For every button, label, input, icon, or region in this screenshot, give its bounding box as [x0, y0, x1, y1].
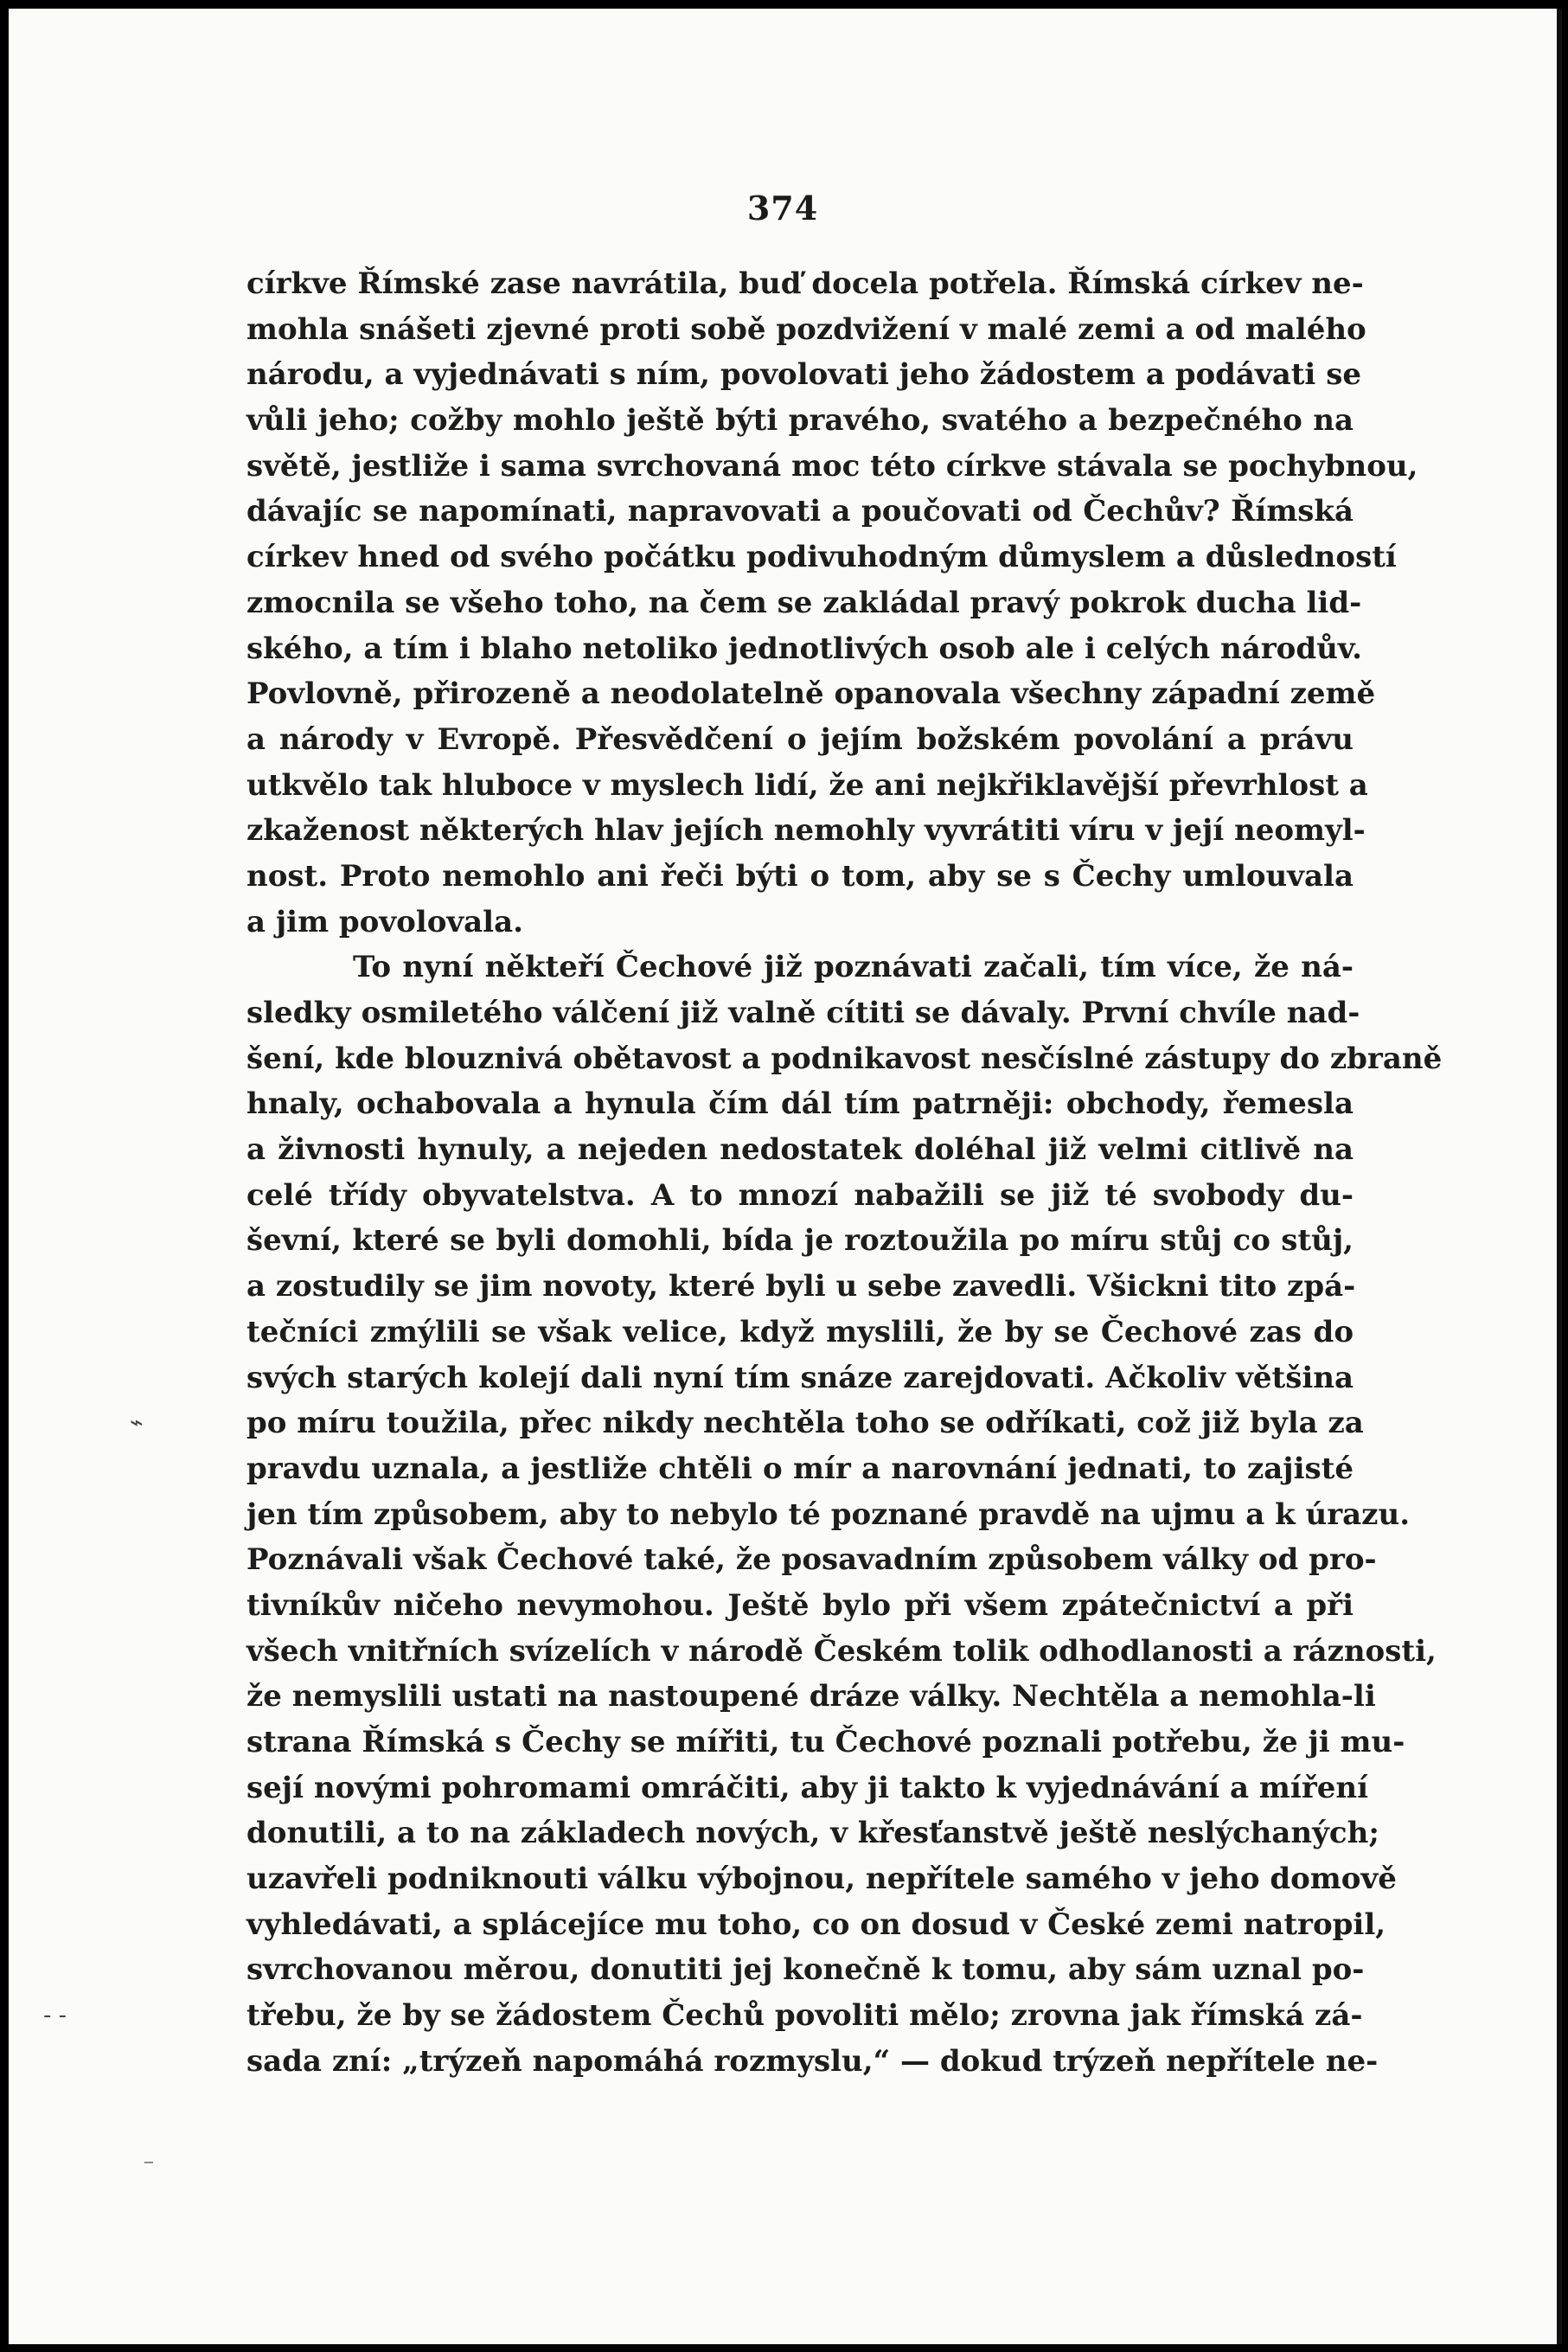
page-number: 374	[746, 189, 819, 228]
text-line: donutili, a to na základech nových, v křesťanstvě ještě neslýchaných;	[246, 1816, 1379, 1851]
margin-pencil-mark: ⁻	[143, 2154, 155, 2180]
text-line: hnaly, ochabovala a hynula čím dál tím patrněji: obchody, řemesla	[246, 1086, 1354, 1122]
text-line: národu, a vyjednávati s ním, povolovati jeho žádostem a podávati se	[246, 357, 1361, 393]
book-page	[9, 9, 1562, 2344]
body-text	[246, 261, 1443, 2085]
text-line: a národy v Evropě. Přesvědčení o jejím božském povolání a právu	[246, 721, 1354, 757]
text-line: tečníci zmýlili se však velice, když myslili, že by se Čechové zas do	[246, 1314, 1354, 1349]
text-line: vyhledávati, a splácejíce mu toho, co on dosud v České zemi natropil,	[246, 1907, 1386, 1942]
text-line: a živnosti hynuly, a nejeden nedostatek doléhal již velmi citlivě na	[246, 1132, 1354, 1168]
text-line: šení, kde blouznivá obětavost a podnikavost nesčíslné zástupy do zbraně	[246, 1041, 1443, 1076]
text-line: nost. Proto nemohlo ani řeči býti o tom, aby se s Čechy umlouvala	[246, 858, 1354, 894]
text-line: po míru toužila, přec nikdy nechtěla toho se odříkati, což již byla za	[246, 1406, 1364, 1441]
text-line: ševní, které se byli domohli, bída je roztoužila po míru stůj co stůj,	[246, 1223, 1354, 1259]
text-line: celé třídy obyvatelstva. A to mnozí nabažili se již té svobody du-	[246, 1177, 1354, 1213]
text-line: svých starých kolejí dali nyní tím snáze zarejdovati. Ačkoliv většina	[246, 1360, 1354, 1395]
text-line: tivníkův ničeho nevymohou. Ještě bylo při všem zpátečnictví a při	[246, 1587, 1354, 1623]
text-line: a jim povolovala.	[246, 904, 523, 939]
text-line: pravdu uznala, a jestliže chtěli o mír a narovnání jednati, to zajisté	[246, 1451, 1354, 1486]
text-line: dávajíc se napomínati, napravovati a poučovati od Čechův? Římská	[246, 494, 1354, 529]
text-line: zmocnila se všeho toho, na čem se zakládal pravý pokrok ducha lid-	[246, 585, 1362, 620]
text-line: sada zní: „trýzeň napomáhá rozmyslu,“ — dokud trýzeň nepřítele ne-	[246, 2043, 1379, 2079]
text-line: uzavřeli podniknouti válku výbojnou, nepřítele samého v jeho domově	[246, 1862, 1397, 1897]
text-line: a zostudily se jim novoty, které byli u sebe zavedli. Všickni tito zpá-	[246, 1269, 1356, 1304]
text-line: církve Římské zase navrátila, buď docela potřela. Římská církev ne-	[246, 266, 1364, 301]
text-line: všech vnitřních svízelích v národě Českém tolik odhodlanosti a ráznosti,	[246, 1633, 1437, 1669]
text-line: To nyní někteří Čechové již poznávati začali, tím více, že ná-	[353, 950, 1354, 985]
text-line: třebu, že by se žádostem Čechů povoliti mělo; zrovna jak římská zá-	[246, 1998, 1363, 2034]
text-line: Poznávali však Čechové také, že posavadním způsobem války od pro-	[246, 1542, 1377, 1578]
text-line: strana Římská s Čechy se mířiti, tu Čechové poznali potřebu, že ji mu-	[246, 1725, 1405, 1759]
text-line: zkaženost některých hlav jejích nemohly vyvrátiti víru v její neomyl-	[246, 813, 1366, 849]
text-line: utkvělo tak hluboce v myslech lidí, že ani nejkřiklavější převrhlost a	[246, 767, 1368, 803]
text-line: ského, a tím i blaho netoliko jednotlivých osob ale i celých národův.	[246, 631, 1363, 666]
text-line: mohla snášeti zjevné proti sobě pozdvižení v malé zemi a od malého	[246, 311, 1366, 347]
text-line: vůli jeho; cožby mohlo ještě býti pravého, svatého a bezpečného na	[246, 403, 1354, 439]
text-line: svrchovanou měrou, donutiti jej konečně k tomu, aby sám uznal po-	[246, 1952, 1365, 1988]
text-line: církev hned od svého počátku podivuhodným důmyslem a důsledností	[246, 540, 1397, 575]
margin-pencil-mark: ‐ ‑	[43, 2003, 67, 2028]
text-line: že nemyslili ustati na nastoupené dráze války. Nechtěla a nemohla-li	[246, 1679, 1376, 1714]
margin-pencil-mark: ⌁	[130, 1410, 144, 1436]
text-line: jen tím způsobem, aby to nebylo té poznané pravdě na ujmu a k úrazu.	[246, 1496, 1411, 1532]
text-line: sledky osmiletého válčení již valně cítiti se dávaly. První chvíle nad-	[246, 996, 1360, 1030]
text-line: světě, jestliže i sama svrchovaná moc této církve stávala se pochybnou,	[246, 448, 1418, 484]
text-line: Povlovně, přirozeně a neodolatelně opanovala všechny západní země	[246, 676, 1376, 712]
text-line: sejí novými pohromami omráčiti, aby ji takto k vyjednávání a míření	[246, 1770, 1368, 1805]
